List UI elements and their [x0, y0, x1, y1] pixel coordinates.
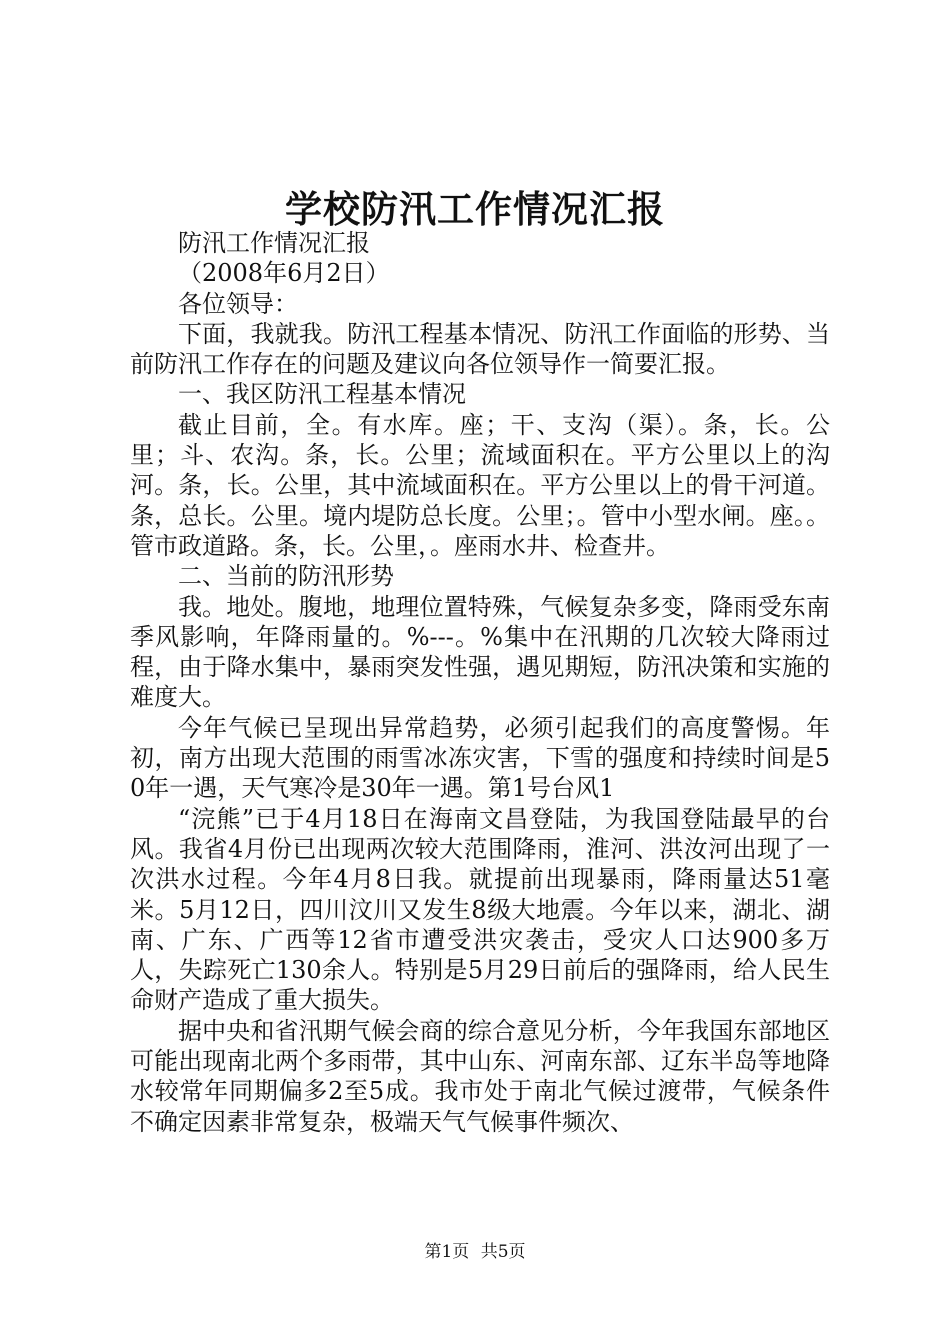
paragraph-forecast: 据中央和省汛期气候会商的综合意见分析，今年我国东部地区可能出现南北两个多雨带，其中山东、河南东部、辽东半岛等地降水较常年同期偏多2至5成。我市处于南北气候过渡带，气候条件不确定因素非常复杂，极端天气气候事件频次、 — [130, 1016, 830, 1136]
document-body — [130, 228, 830, 1137]
section-heading-1: 一、我区防汛工程基本情况 — [178, 380, 466, 409]
paragraph-typhoon: “浣熊”已于4月18日在海南文昌登陆，为我国登陆最早的台风。我省4月份已出现两次较大范围降雨，淮河、洪汝河出现了一次洪水过程。今年4月8日我。就提前出现暴雨，降雨量达51毫米。5月12日，四川汶川又发生8级大地震。今年以来，湖北、湖南、广东、广西等12省市遭受洪灾袭击，受灾人口达900多万人，失踪死亡130余人。特别是5月29日前后的强降雨，给人民生命财产造成了重大损失。 — [130, 804, 830, 1015]
paragraph-report-heading: 防汛工作情况汇报 — [178, 229, 370, 257]
paragraph-geography: 我。地处。腹地，地理位置特殊，气候复杂多变，降雨受东南季风影响，年降雨量的。%---。%集中在汛期的几次较大降雨过程，由于降水集中，暴雨突发性强，遇见期短，防汛决策和实施的难度大。 — [130, 592, 830, 712]
document-title: 学校防汛工作情况汇报 — [285, 187, 665, 231]
section-heading-2: 二、当前的防汛形势 — [178, 562, 394, 591]
paragraph-engineering-status: 截止目前，全。有水库。座；干、支沟（渠）。条，长。公里；斗、农沟。条，长。公里；流域面积在。平方公里以上的沟河。条，长。公里，其中流域面积在。平方公里以上的骨干河道。条，总长。公里。境内堤防总长度。公里；。管中小型水闸。座。。管市政道路。条，长。公里，。座雨水井、检查井。 — [130, 410, 830, 560]
paragraph-intro: 下面，我就我。防汛工程基本情况、防汛工作面临的形势、当前防汛工作存在的问题及建议向各位领导作一简要汇报。 — [130, 319, 830, 379]
paragraph-report-date: （2008年6月2日） — [178, 259, 390, 288]
page-footer: 第1页 共5页 — [424, 1242, 526, 1262]
paragraph-climate-trend: 今年气候已呈现出异常趋势，必须引起我们的高度警惕。年初，南方出现大范围的雨雪冰冻灾害，下雪的强度和持续时间是50年一遇，天气寒冷是30年一遇。第1号台风1 — [130, 713, 830, 803]
paragraph-salutation: 各位领导： — [178, 289, 298, 318]
